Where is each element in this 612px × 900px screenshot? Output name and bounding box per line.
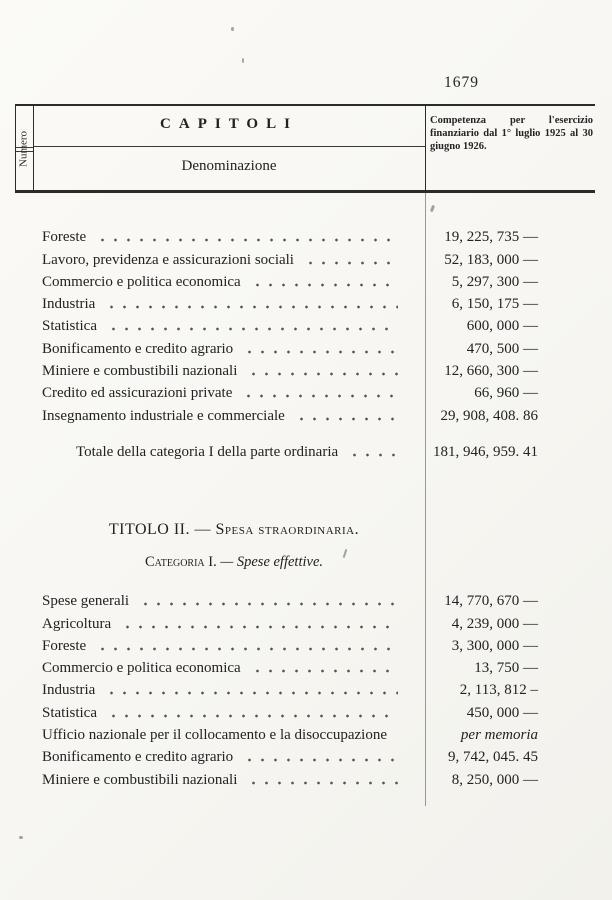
dot-leader bbox=[105, 691, 398, 695]
dot-leader bbox=[304, 261, 398, 265]
dot-leader bbox=[107, 327, 398, 331]
table-row bbox=[42, 657, 538, 679]
titolo-ii-heading bbox=[42, 521, 426, 543]
scan-artifact bbox=[430, 205, 435, 213]
scan-artifact bbox=[242, 58, 244, 63]
row-label: Foreste bbox=[42, 229, 87, 246]
amount-column-border bbox=[425, 104, 426, 193]
spesa-straordinaria-rows bbox=[42, 590, 538, 791]
row-amount: 5, 297, 300 — bbox=[451, 273, 538, 290]
table-row bbox=[42, 315, 538, 337]
row-label: Miniere e combustibili nazionali bbox=[42, 363, 238, 380]
table-row bbox=[42, 768, 538, 790]
total-row bbox=[42, 441, 538, 463]
total-label: Totale della categoria I della parte ordinaria bbox=[76, 443, 339, 460]
row-amount: 19, 225, 735 — bbox=[444, 229, 538, 246]
table-body bbox=[42, 226, 538, 791]
dot-leader bbox=[295, 417, 398, 421]
header-bottom-rule bbox=[15, 190, 595, 193]
row-label: Foreste bbox=[42, 637, 87, 654]
table-row bbox=[42, 635, 538, 657]
dot-leader bbox=[105, 305, 398, 309]
row-label: Insegnamento industriale e commerciale bbox=[42, 407, 285, 424]
dot-leader bbox=[348, 453, 398, 457]
total-amount: 181, 946, 959. 41 bbox=[433, 443, 538, 460]
dot-leader bbox=[139, 602, 398, 606]
row-label: Agricoltura bbox=[42, 615, 112, 632]
table-row bbox=[42, 271, 538, 293]
row-label: Spese generali bbox=[42, 593, 130, 610]
row-amount: 600, 000 — bbox=[466, 318, 538, 335]
row-label: Bonificamento e credito agrario bbox=[42, 749, 234, 766]
row-label: Statistica bbox=[42, 318, 97, 335]
row-label: Lavoro, previdenza e assicurazioni sociali bbox=[42, 251, 294, 268]
row-label: Statistica bbox=[42, 704, 97, 721]
capitoli-underline bbox=[33, 146, 425, 147]
dot-leader bbox=[121, 625, 398, 629]
table-row bbox=[42, 404, 538, 426]
row-label: Commercio e politica economica bbox=[42, 273, 241, 290]
scan-artifact bbox=[231, 27, 234, 31]
denominazione-header: Denominazione bbox=[181, 158, 277, 174]
categoria-subtitle: — Spese effettive. bbox=[216, 553, 324, 570]
table-row bbox=[42, 612, 538, 634]
dot-leader bbox=[242, 394, 398, 398]
row-label: Ufficio nazionale per il collocamento e la disoccupazione bbox=[42, 727, 387, 744]
row-amount: 14, 770, 670 — bbox=[444, 593, 538, 610]
competenza-header: Competenza per l'esercizio finanziario dal 1° luglio 1925 al 30 giugno 1926. bbox=[430, 115, 593, 152]
table-row bbox=[42, 701, 538, 723]
row-amount: 4, 239, 000 — bbox=[451, 615, 538, 632]
dot-leader bbox=[96, 238, 398, 242]
scan-artifact bbox=[19, 836, 23, 839]
table-row bbox=[42, 746, 538, 768]
table-row bbox=[42, 360, 538, 382]
page-number: 1679 bbox=[444, 74, 479, 91]
categoria-heading bbox=[42, 554, 426, 574]
row-amount: 3, 300, 000 — bbox=[451, 637, 538, 654]
titolo-ii-label: TITOLO II. bbox=[108, 520, 190, 538]
dot-leader bbox=[247, 781, 398, 785]
dot-leader bbox=[247, 372, 398, 376]
table-row bbox=[42, 226, 538, 248]
row-label: Industria bbox=[42, 296, 96, 313]
row-amount: 9, 742, 045. 45 bbox=[448, 749, 538, 766]
dot-leader bbox=[243, 758, 398, 762]
row-label: Miniere e combustibili nazionali bbox=[42, 771, 238, 788]
row-amount: 6, 150, 175 — bbox=[451, 296, 538, 313]
row-amount: 29, 908, 408. 86 bbox=[440, 407, 538, 424]
row-label: Bonificamento e credito agrario bbox=[42, 340, 234, 357]
table-row bbox=[42, 337, 538, 359]
table-row bbox=[42, 293, 538, 315]
dot-leader bbox=[251, 669, 398, 673]
table-row bbox=[42, 590, 538, 612]
row-amount: 66, 960 — bbox=[474, 385, 538, 402]
table-top-rule bbox=[15, 104, 595, 106]
row-amount: 450, 000 — bbox=[466, 704, 538, 721]
row-amount: 2, 113, 812 – bbox=[459, 682, 538, 699]
row-amount: per memoria bbox=[460, 727, 538, 744]
dot-leader bbox=[397, 736, 398, 740]
dot-leader bbox=[96, 647, 398, 651]
row-amount: 13, 750 — bbox=[474, 660, 538, 677]
capitoli-header: CAPITOLI bbox=[160, 116, 298, 132]
row-amount: 470, 500 — bbox=[466, 340, 538, 357]
dot-leader bbox=[107, 714, 398, 718]
row-amount: 8, 250, 000 — bbox=[451, 771, 538, 788]
table-row bbox=[42, 248, 538, 270]
titolo-ii-subtitle: — Spesa straordinaria. bbox=[189, 520, 360, 538]
row-label: Industria bbox=[42, 682, 96, 699]
row-label: Credito ed assicurazioni private bbox=[42, 385, 233, 402]
dot-leader bbox=[251, 283, 398, 287]
numero-column-label: Numero bbox=[17, 130, 30, 168]
row-amount: 12, 660, 300 — bbox=[444, 363, 538, 380]
table-row bbox=[42, 679, 538, 701]
table-row bbox=[42, 724, 538, 746]
row-label: Commercio e politica economica bbox=[42, 660, 241, 677]
categoria-label: Categoria I. bbox=[144, 553, 217, 570]
row-amount: 52, 183, 000 — bbox=[444, 251, 538, 268]
table-row bbox=[42, 382, 538, 404]
dot-leader bbox=[243, 350, 398, 354]
